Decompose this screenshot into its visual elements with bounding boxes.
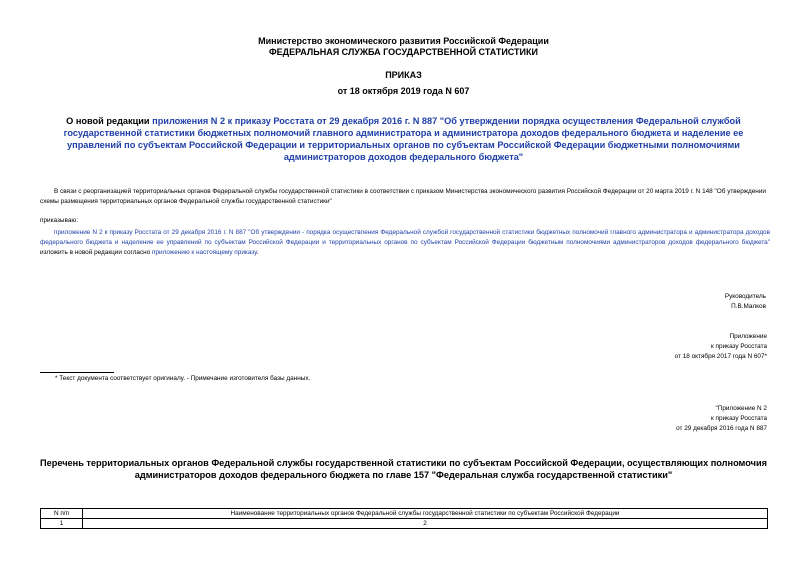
appendix-reference-line1: Приложение: [729, 333, 767, 340]
appendix-reference-line3: от 18 октября 2017 года N 607*: [674, 353, 767, 360]
document-type: ПРИКАЗ: [385, 70, 422, 80]
appendix-reference-line2: к приказу Росстата: [710, 343, 767, 350]
signature-position: Руководитель: [724, 293, 766, 300]
table-row: [41, 519, 768, 529]
table-cell-name: 2: [83, 519, 768, 529]
footnote: * Текст документа соответствует оригиналу. - Примечание изготовителя базы данных.: [55, 375, 311, 382]
appendix2-reference-line1: "Приложение N 2: [715, 405, 767, 412]
preamble-text: В связи с реорганизацией территориальных органов Федеральной службы государственной статистики в соответствии с приказом Министерства экономического развития Российской Федерации от 20 марта 2019 г. N 148 "Об утверждении схемы размещения территориальных органов Федеральной службы государственной статистики": [40, 188, 766, 205]
signature-name: П.В.Малков: [731, 303, 766, 310]
ministry-name: Министерство экономического развития Российской Федерации: [258, 36, 549, 46]
territorial-organs-table: [40, 508, 768, 529]
preamble: [40, 187, 770, 207]
order-word: приказываю:: [40, 217, 78, 224]
appendix-link[interactable]: приложение N 2 к приказу Росстата от 29 декабря 2016 г. N 887 "Об утверждении - порядка осуществления Федеральной службой государственной статистики бюджетных полномочий главного администратора и администратора доходов федерального бюджета и наделение ее управлений по субъектам Российской Федерации и территориальных органов по субъектам Российской Федерации бюджетным полномочиями администраторов доходов федерального бюджета": [40, 229, 770, 246]
order-end: .: [256, 249, 259, 256]
table-header-row: [41, 509, 768, 519]
attachment-link[interactable]: приложению к настоящему приказу: [152, 249, 257, 256]
document-title-link[interactable]: приложения N 2 к приказу Росстата от 29 декабря 2016 г. N 887 "Об утверждении порядка осуществления Федеральной службой государственной статистики бюджетных полномочий главного администратора и администратора доходов федерального бюджета и наделение ее управлений по субъектам Российской Федерации и территориальных органов по субъектам Российской Федерации бюджетными полномочиями администраторов доходов федерального бюджета": [63, 116, 744, 162]
appendix2-reference-line3: от 29 декабря 2016 года N 887: [676, 425, 767, 432]
table-header-number: N п/п: [41, 509, 83, 519]
document-title-prefix: О новой редакции: [66, 116, 153, 126]
table-cell-number: 1: [41, 519, 83, 529]
order-paragraph: [40, 228, 770, 258]
order-middle-text: изложить в новой редакции согласно: [40, 249, 153, 256]
document-title: [40, 115, 767, 163]
table-header-name: Наименование территориальных органов Федеральной службы государственной статистики по субъектам Российской Федерации: [83, 509, 768, 519]
list-title: Перечень территориальных органов Федеральной службы государственной статистики по субъектам Российской Федерации, осуществляющих полномочия администраторов доходов федерального бюджета по главе 157 "Федеральная служба государственной статистики": [40, 458, 767, 480]
document-date: от 18 октября 2019 года N 607: [337, 86, 470, 96]
appendix2-reference: [567, 404, 767, 434]
footnote-divider: [40, 372, 114, 373]
service-name: ФЕДЕРАЛЬНАЯ СЛУЖБА ГОСУДАРСТВЕННОЙ СТАТИСТИКИ: [269, 47, 538, 57]
appendix-reference: [567, 332, 767, 362]
appendix2-reference-line2: к приказу Росстата: [710, 415, 767, 422]
